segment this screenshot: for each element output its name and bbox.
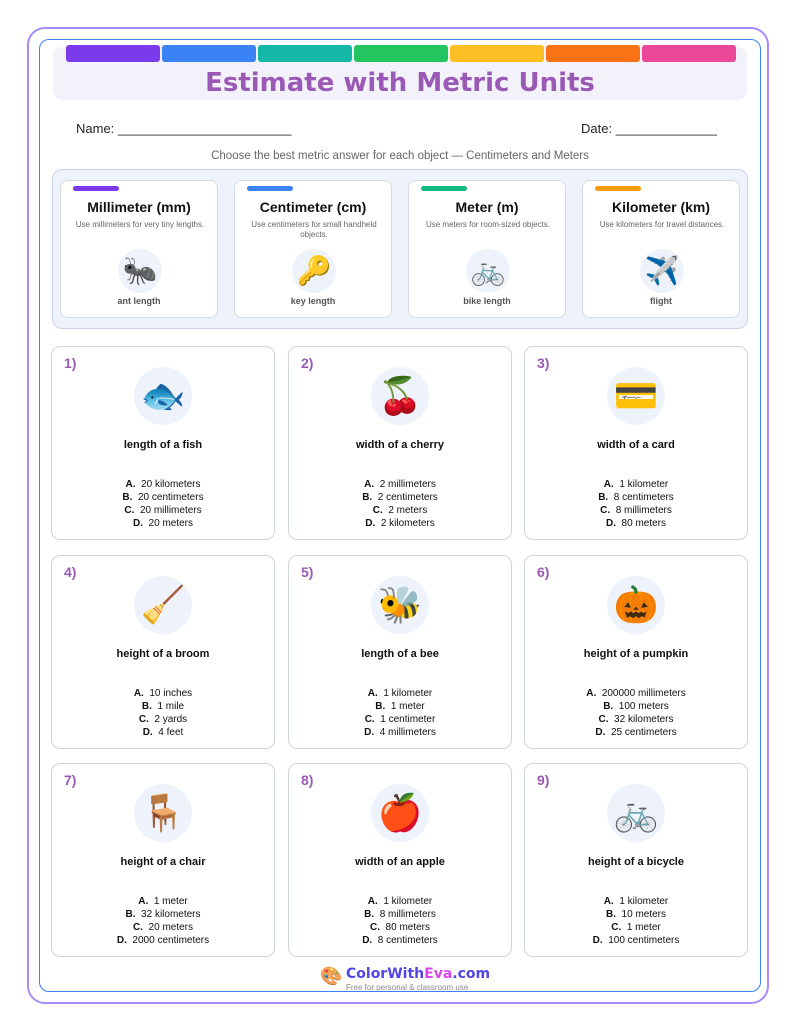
- answer-option[interactable]: B. 100 meters: [603, 701, 669, 712]
- unit-card: [234, 180, 392, 318]
- color-stripes: [66, 45, 736, 62]
- answer-options: [525, 478, 747, 530]
- fish-icon: 🐟: [134, 367, 192, 425]
- question-card: [524, 763, 748, 957]
- question-text: height of a pumpkin: [583, 648, 689, 660]
- answer-option[interactable]: C. 2 meters: [372, 505, 428, 516]
- answer-option[interactable]: A. 1 meter: [138, 896, 188, 907]
- question-number: 7): [64, 772, 77, 788]
- bee-icon: 🐝: [371, 576, 429, 634]
- unit-example: ant length: [117, 296, 161, 306]
- footer-subtitle: Free for personal & classroom use: [346, 983, 469, 992]
- answer-options: [289, 895, 511, 947]
- unit-description: Use meters for room-sized objects.: [425, 220, 551, 229]
- question-card: [51, 346, 275, 540]
- color-stripe: [546, 45, 640, 62]
- unit-description: Use centimeters for small handheld objects.: [251, 220, 377, 239]
- answer-option[interactable]: B. 20 centimeters: [122, 492, 204, 503]
- page-title: Estimate with Metric Units: [205, 68, 595, 98]
- ant-icon: 🐜: [118, 249, 162, 293]
- answer-options: [52, 478, 274, 530]
- question-text: height of a broom: [116, 648, 210, 660]
- answer-option[interactable]: A. 20 kilometers: [125, 479, 201, 490]
- apple-icon: 🍎: [371, 784, 429, 842]
- card-icon: 💳: [607, 367, 665, 425]
- answer-option[interactable]: B. 8 centimeters: [598, 492, 674, 503]
- answer-options: [52, 895, 274, 947]
- question-text: width of a card: [597, 439, 675, 451]
- unit-title: Millimeter (mm): [87, 199, 191, 215]
- color-stripe: [66, 45, 160, 62]
- answer-option[interactable]: D. 4 feet: [142, 727, 184, 738]
- answer-option[interactable]: A. 1 kilometer: [603, 479, 669, 490]
- question-text: height of a chair: [120, 856, 206, 868]
- question-card: [288, 555, 512, 749]
- color-stripe: [162, 45, 256, 62]
- question-number: 6): [537, 564, 550, 580]
- palette-icon: 🎨: [320, 966, 343, 986]
- answer-option[interactable]: A. 1 kilometer: [603, 896, 669, 907]
- question-number: 1): [64, 355, 77, 371]
- answer-option[interactable]: B. 2 centimeters: [362, 492, 438, 503]
- bicycle-icon: 🚲: [607, 784, 665, 842]
- answer-option[interactable]: D. 80 meters: [605, 518, 667, 529]
- color-stripe: [642, 45, 736, 62]
- footer-brand[interactable]: ColorWithEva.com: [346, 966, 491, 982]
- answer-options: [525, 895, 747, 947]
- pumpkin-icon: 🎃: [607, 576, 665, 634]
- question-number: 9): [537, 772, 550, 788]
- instructions: Choose the best metric answer for each object — Centimeters and Meters: [211, 150, 589, 162]
- unit-example: flight: [650, 296, 672, 306]
- question-number: 2): [301, 355, 314, 371]
- unit-example: bike length: [463, 296, 511, 306]
- unit-color-bar: [421, 186, 467, 191]
- color-stripe: [354, 45, 448, 62]
- answer-option[interactable]: C. 1 centimeter: [364, 714, 436, 725]
- answer-option[interactable]: C. 80 meters: [369, 922, 431, 933]
- question-number: 8): [301, 772, 314, 788]
- answer-option[interactable]: D. 2000 centimeters: [116, 935, 210, 946]
- unit-title: Meter (m): [455, 199, 519, 215]
- answer-option[interactable]: A. 1 kilometer: [367, 896, 433, 907]
- question-card: [51, 763, 275, 957]
- answer-option[interactable]: A. 200000 millimeters: [586, 688, 686, 699]
- answer-option[interactable]: B. 1 mile: [141, 701, 185, 712]
- unit-card: [582, 180, 740, 318]
- cherry-icon: 🍒: [371, 367, 429, 425]
- answer-option[interactable]: A. 10 inches: [133, 688, 193, 699]
- answer-option[interactable]: C. 32 kilometers: [598, 714, 674, 725]
- name-field[interactable]: Name: ________________________: [76, 121, 292, 136]
- answer-options: [52, 687, 274, 739]
- unit-example: key length: [290, 296, 336, 306]
- question-card: [524, 346, 748, 540]
- answer-options: [525, 687, 747, 739]
- question-text: width of an apple: [355, 856, 445, 868]
- bicycle-icon: 🚲: [466, 249, 510, 293]
- date-field[interactable]: Date: ______________: [581, 121, 717, 136]
- key-icon: 🔑: [292, 249, 336, 293]
- unit-title: Kilometer (km): [611, 199, 711, 215]
- question-text: width of a cherry: [355, 439, 445, 451]
- airplane-icon: ✈️: [640, 249, 684, 293]
- answer-option[interactable]: C. 20 millimeters: [124, 505, 202, 516]
- chair-icon: 🪑: [134, 784, 192, 842]
- answer-options: [289, 478, 511, 530]
- answer-option[interactable]: D. 2 kilometers: [365, 518, 435, 529]
- unit-description: Use kilometers for travel distances.: [599, 220, 725, 229]
- color-stripe: [258, 45, 352, 62]
- answer-option[interactable]: B. 1 meter: [375, 701, 425, 712]
- broom-icon: 🧹: [134, 576, 192, 634]
- question-text: height of a bicycle: [588, 856, 684, 868]
- answer-option[interactable]: B. 8 millimeters: [364, 909, 436, 920]
- answer-option[interactable]: D. 25 centimeters: [595, 727, 677, 738]
- answer-option[interactable]: B. 32 kilometers: [125, 909, 201, 920]
- unit-card: [60, 180, 218, 318]
- question-card: [51, 555, 275, 749]
- unit-title: Centimeter (cm): [259, 199, 367, 215]
- answer-option[interactable]: D. 4 millimeters: [364, 727, 436, 738]
- answer-option[interactable]: B. 10 meters: [605, 909, 667, 920]
- unit-color-bar: [73, 186, 119, 191]
- answer-option[interactable]: A. 2 millimeters: [364, 479, 436, 490]
- unit-color-bar: [247, 186, 293, 191]
- answer-option[interactable]: A. 1 kilometer: [367, 688, 433, 699]
- question-card: [288, 346, 512, 540]
- answer-option[interactable]: C. 2 yards: [138, 714, 188, 725]
- question-number: 3): [537, 355, 550, 371]
- question-card: [288, 763, 512, 957]
- answer-option[interactable]: D. 20 meters: [132, 518, 194, 529]
- answer-option[interactable]: C. 8 millimeters: [600, 505, 672, 516]
- answer-option[interactable]: D. 100 centimeters: [592, 935, 680, 946]
- answer-options: [289, 687, 511, 739]
- unit-description: Use millimeters for very tiny lengths.: [75, 220, 205, 229]
- unit-color-bar: [595, 186, 641, 191]
- color-stripe: [450, 45, 544, 62]
- question-text: length of a bee: [361, 648, 439, 660]
- question-text: length of a fish: [123, 439, 203, 451]
- answer-option[interactable]: C. 1 meter: [611, 922, 661, 933]
- question-number: 4): [64, 564, 77, 580]
- unit-card: [408, 180, 566, 318]
- answer-option[interactable]: D. 8 centimeters: [362, 935, 438, 946]
- question-number: 5): [301, 564, 314, 580]
- question-card: [524, 555, 748, 749]
- answer-option[interactable]: C. 20 meters: [132, 922, 194, 933]
